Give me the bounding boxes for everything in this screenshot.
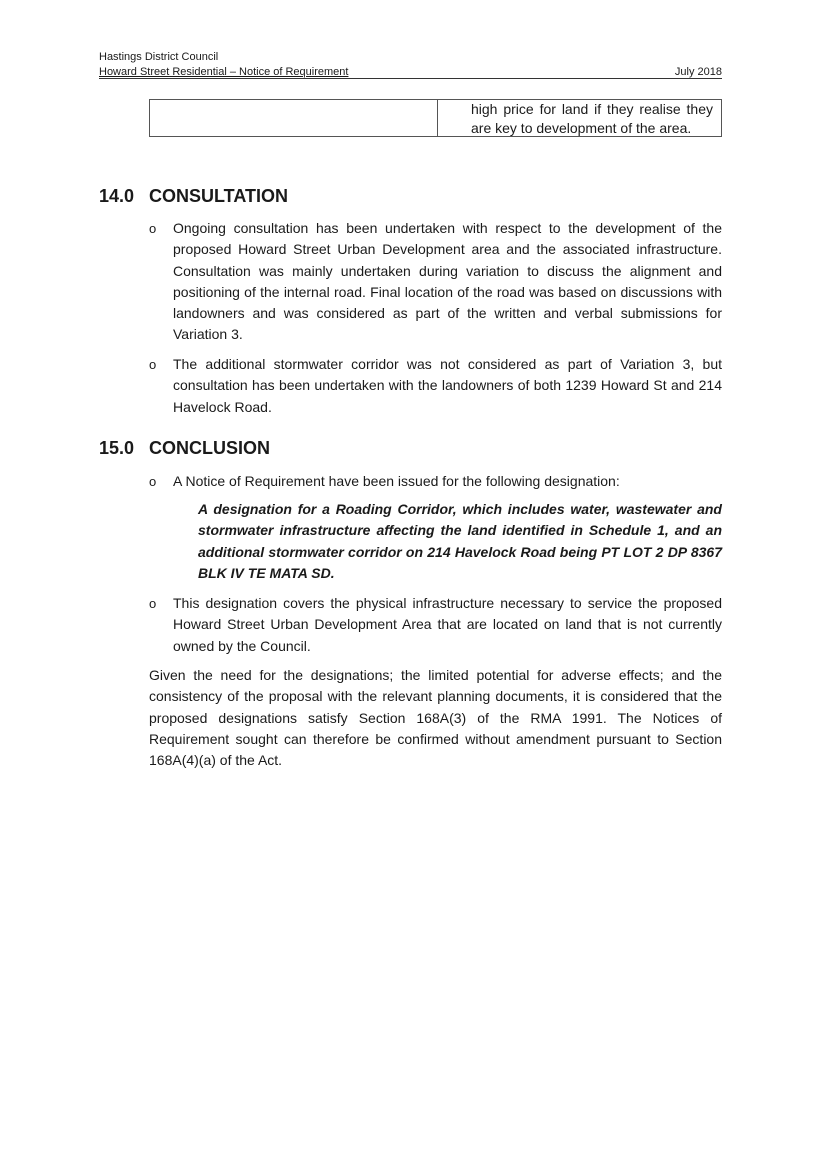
section-title: CONCLUSION <box>149 438 270 458</box>
section-number: 14.0 <box>99 186 135 206</box>
table-cell-right: high price for land if they realise they are key to development of the area. <box>471 101 713 136</box>
list-item-text: A Notice of Requirement have been issued for the following designation: <box>173 473 620 489</box>
list-item <box>149 471 722 492</box>
header-date: July 2018 <box>674 66 722 78</box>
list-item-text: Ongoing consultation has been undertaken with respect to the development of the proposed Howard Street Urban Development area and the associated infrastructure. Consultation was mainly undertaken during variation to discuss the alignment and positioning of the internal road. Final location of the road was based on discussions with landowners and was considered as part of the written and verbal submissions for Variation 3. <box>173 220 722 343</box>
bullet-circle-icon: o <box>149 357 157 372</box>
section-heading-consultation <box>99 185 288 207</box>
designation-statement: A designation for a Roading Corridor, which includes water, wastewater and stormwater infrastructure affecting the land identified in Schedule 1, and an additional stormwater corridor on 214 Havelock Road being PT LOT 2 DP 8367 BLK IV TE MATA SD. <box>198 501 722 581</box>
header-organisation: Hastings District Council <box>99 51 219 63</box>
list-item <box>149 593 722 657</box>
table-fragment <box>149 99 722 137</box>
section-heading-conclusion <box>99 437 270 459</box>
bullet-circle-icon: o <box>149 474 157 489</box>
bullet-circle-icon: o <box>149 596 157 611</box>
bullet-circle-icon: o <box>149 221 157 236</box>
header-divider <box>99 78 722 79</box>
table-cell-left <box>150 100 438 136</box>
section-title: CONSULTATION <box>149 186 288 206</box>
list-item-text: The additional stormwater corridor was not considered as part of Variation 3, but consultation has been undertaken with the landowners of both 1239 Howard St and 214 Havelock Road. <box>173 356 722 415</box>
section-number: 15.0 <box>99 438 135 458</box>
list-item <box>149 354 722 418</box>
list-item <box>149 218 722 346</box>
list-item-text: This designation covers the physical infrastructure necessary to service the proposed Howard Street Urban Development Area that are located on land that is not currently owned by the Council. <box>173 595 722 654</box>
header-row <box>99 65 722 79</box>
header-document-title: Howard Street Residential – Notice of Requirement <box>99 66 349 78</box>
closing-paragraph: Given the need for the designations; the limited potential for adverse effects; and the consistency of the proposal with the relevant planning documents, it is considered that the proposed designations satisfy Section 168A(3) of the RMA 1991. The Notices of Requirement sought can therefore be confirmed without amendment pursuant to Section 168A(4)(a) of the Act. <box>149 667 722 769</box>
